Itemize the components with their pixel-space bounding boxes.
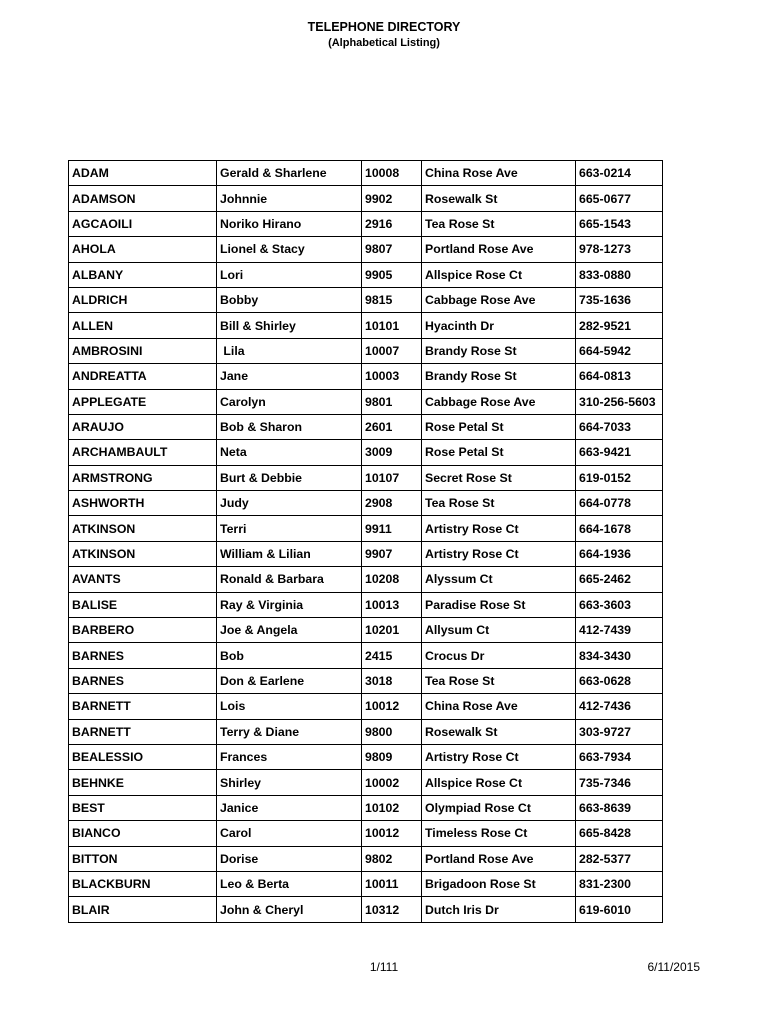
phone-cell: 665-8428 <box>576 821 663 846</box>
house-number-cell: 10101 <box>362 313 422 338</box>
table-row <box>69 795 663 820</box>
phone-cell: 663-8639 <box>576 795 663 820</box>
first-name-cell: Lionel & Stacy <box>217 237 362 262</box>
first-name-cell: Bobby <box>217 287 362 312</box>
table-row <box>69 871 663 896</box>
street-cell: Artistry Rose Ct <box>422 744 576 769</box>
phone-cell: 978-1273 <box>576 237 663 262</box>
first-name-cell: Burt & Debbie <box>217 465 362 490</box>
house-number-cell: 2601 <box>362 414 422 439</box>
phone-cell: 619-6010 <box>576 897 663 922</box>
first-name-cell: Johnnie <box>217 186 362 211</box>
last-name-cell: BARNES <box>69 668 217 693</box>
directory-table <box>68 160 663 923</box>
phone-cell: 664-1678 <box>576 516 663 541</box>
last-name-cell: AVANTS <box>69 567 217 592</box>
first-name-cell: Don & Earlene <box>217 668 362 693</box>
first-name-cell: Terry & Diane <box>217 719 362 744</box>
first-name-cell: Joe & Angela <box>217 618 362 643</box>
street-cell: Allspice Rose Ct <box>422 770 576 795</box>
street-cell: Artistry Rose Ct <box>422 516 576 541</box>
table-row <box>69 744 663 769</box>
last-name-cell: BLAIR <box>69 897 217 922</box>
last-name-cell: BARNES <box>69 643 217 668</box>
phone-cell: 303-9727 <box>576 719 663 744</box>
house-number-cell: 10013 <box>362 592 422 617</box>
first-name-cell: Ronald & Barbara <box>217 567 362 592</box>
table-row <box>69 668 663 693</box>
phone-cell: 664-1936 <box>576 541 663 566</box>
table-row <box>69 541 663 566</box>
last-name-cell: ALLEN <box>69 313 217 338</box>
first-name-cell: Lois <box>217 694 362 719</box>
street-cell: Brandy Rose St <box>422 338 576 363</box>
first-name-cell: Lori <box>217 262 362 287</box>
house-number-cell: 10208 <box>362 567 422 592</box>
phone-cell: 619-0152 <box>576 465 663 490</box>
first-name-cell: Bob & Sharon <box>217 414 362 439</box>
house-number-cell: 3018 <box>362 668 422 693</box>
table-row <box>69 338 663 363</box>
page-title: TELEPHONE DIRECTORY <box>307 20 461 34</box>
house-number-cell: 9902 <box>362 186 422 211</box>
phone-cell: 282-5377 <box>576 846 663 871</box>
last-name-cell: BEST <box>69 795 217 820</box>
last-name-cell: ATKINSON <box>69 541 217 566</box>
table-row <box>69 186 663 211</box>
phone-cell: 664-0813 <box>576 364 663 389</box>
last-name-cell: BIANCO <box>69 821 217 846</box>
table-row <box>69 846 663 871</box>
house-number-cell: 9807 <box>362 237 422 262</box>
street-cell: Brandy Rose St <box>422 364 576 389</box>
first-name-cell: Janice <box>217 795 362 820</box>
house-number-cell: 10107 <box>362 465 422 490</box>
phone-cell: 664-7033 <box>576 414 663 439</box>
house-number-cell: 10312 <box>362 897 422 922</box>
house-number-cell: 9800 <box>362 719 422 744</box>
house-number-cell: 10201 <box>362 618 422 643</box>
street-cell: Tea Rose St <box>422 668 576 693</box>
last-name-cell: BEHNKE <box>69 770 217 795</box>
house-number-cell: 9802 <box>362 846 422 871</box>
first-name-cell: Bob <box>217 643 362 668</box>
last-name-cell: ARCHAMBAULT <box>69 440 217 465</box>
table-row <box>69 592 663 617</box>
house-number-cell: 10002 <box>362 770 422 795</box>
house-number-cell: 3009 <box>362 440 422 465</box>
phone-cell: 412-7436 <box>576 694 663 719</box>
phone-cell: 735-7346 <box>576 770 663 795</box>
street-cell: Brigadoon Rose St <box>422 871 576 896</box>
last-name-cell: BEALESSIO <box>69 744 217 769</box>
street-cell: China Rose Ave <box>422 694 576 719</box>
print-date: 6/11/2015 <box>647 960 700 974</box>
house-number-cell: 9911 <box>362 516 422 541</box>
house-number-cell: 9809 <box>362 744 422 769</box>
table-row <box>69 364 663 389</box>
last-name-cell: AGCAOILI <box>69 211 217 236</box>
page-subtitle: (Alphabetical Listing) <box>328 37 440 49</box>
last-name-cell: APPLEGATE <box>69 389 217 414</box>
table-row <box>69 770 663 795</box>
phone-cell: 834-3430 <box>576 643 663 668</box>
table-row <box>69 262 663 287</box>
last-name-cell: AHOLA <box>69 237 217 262</box>
first-name-cell: John & Cheryl <box>217 897 362 922</box>
last-name-cell: BITTON <box>69 846 217 871</box>
table-row <box>69 211 663 236</box>
house-number-cell: 10012 <box>362 821 422 846</box>
street-cell: Hyacinth Dr <box>422 313 576 338</box>
last-name-cell: BALISE <box>69 592 217 617</box>
street-cell: Cabbage Rose Ave <box>422 389 576 414</box>
last-name-cell: ADAMSON <box>69 186 217 211</box>
first-name-cell: Ray & Virginia <box>217 592 362 617</box>
table-row <box>69 516 663 541</box>
house-number-cell: 9905 <box>362 262 422 287</box>
table-row <box>69 694 663 719</box>
phone-cell: 412-7439 <box>576 618 663 643</box>
last-name-cell: ASHWORTH <box>69 491 217 516</box>
house-number-cell: 10102 <box>362 795 422 820</box>
first-name-cell: Noriko Hirano <box>217 211 362 236</box>
phone-cell: 663-0214 <box>576 161 663 186</box>
house-number-cell: 9907 <box>362 541 422 566</box>
table-row <box>69 567 663 592</box>
street-cell: Timeless Rose Ct <box>422 821 576 846</box>
table-row <box>69 491 663 516</box>
last-name-cell: BARBERO <box>69 618 217 643</box>
street-cell: Allspice Rose Ct <box>422 262 576 287</box>
table-row <box>69 897 663 922</box>
first-name-cell: Gerald & Sharlene <box>217 161 362 186</box>
house-number-cell: 2908 <box>362 491 422 516</box>
last-name-cell: ALBANY <box>69 262 217 287</box>
house-number-cell: 2916 <box>362 211 422 236</box>
first-name-cell: Dorise <box>217 846 362 871</box>
street-cell: Rosewalk St <box>422 719 576 744</box>
table-row <box>69 618 663 643</box>
phone-cell: 663-3603 <box>576 592 663 617</box>
first-name-cell: Jane <box>217 364 362 389</box>
phone-cell: 282-9521 <box>576 313 663 338</box>
last-name-cell: BARNETT <box>69 719 217 744</box>
first-name-cell: Carol <box>217 821 362 846</box>
house-number-cell: 9801 <box>362 389 422 414</box>
phone-cell: 833-0880 <box>576 262 663 287</box>
last-name-cell: ADAM <box>69 161 217 186</box>
phone-cell: 664-5942 <box>576 338 663 363</box>
street-cell: Crocus Dr <box>422 643 576 668</box>
street-cell: Paradise Rose St <box>422 592 576 617</box>
table-row <box>69 414 663 439</box>
house-number-cell: 10008 <box>362 161 422 186</box>
last-name-cell: ATKINSON <box>69 516 217 541</box>
house-number-cell: 9815 <box>362 287 422 312</box>
street-cell: Allysum Ct <box>422 618 576 643</box>
table-row <box>69 287 663 312</box>
first-name-cell: Frances <box>217 744 362 769</box>
street-cell: Cabbage Rose Ave <box>422 287 576 312</box>
phone-cell: 664-0778 <box>576 491 663 516</box>
street-cell: Portland Rose Ave <box>422 237 576 262</box>
first-name-cell: Terri <box>217 516 362 541</box>
house-number-cell: 10012 <box>362 694 422 719</box>
table-row <box>69 440 663 465</box>
directory-body <box>69 161 663 923</box>
last-name-cell: ALDRICH <box>69 287 217 312</box>
street-cell: Artistry Rose Ct <box>422 541 576 566</box>
first-name-cell: Neta <box>217 440 362 465</box>
page-number: 1/111 <box>369 960 399 974</box>
street-cell: Alyssum Ct <box>422 567 576 592</box>
last-name-cell: BARNETT <box>69 694 217 719</box>
phone-cell: 663-9421 <box>576 440 663 465</box>
table-row <box>69 821 663 846</box>
house-number-cell: 10007 <box>362 338 422 363</box>
table-row <box>69 237 663 262</box>
phone-cell: 735-1636 <box>576 287 663 312</box>
street-cell: Dutch Iris Dr <box>422 897 576 922</box>
last-name-cell: ARAUJO <box>69 414 217 439</box>
table-row <box>69 161 663 186</box>
phone-cell: 663-0628 <box>576 668 663 693</box>
phone-cell: 663-7934 <box>576 744 663 769</box>
street-cell: Rose Petal St <box>422 440 576 465</box>
house-number-cell: 10003 <box>362 364 422 389</box>
table-row <box>69 643 663 668</box>
first-name-cell: William & Lilian <box>217 541 362 566</box>
phone-cell: 665-1543 <box>576 211 663 236</box>
first-name-cell: Carolyn <box>217 389 362 414</box>
table-row <box>69 719 663 744</box>
phone-cell: 831-2300 <box>576 871 663 896</box>
street-cell: Portland Rose Ave <box>422 846 576 871</box>
last-name-cell: AMBROSINI <box>69 338 217 363</box>
table-row <box>69 465 663 490</box>
last-name-cell: ARMSTRONG <box>69 465 217 490</box>
street-cell: Rosewalk St <box>422 186 576 211</box>
first-name-cell: Judy <box>217 491 362 516</box>
street-cell: China Rose Ave <box>422 161 576 186</box>
first-name-cell: Bill & Shirley <box>217 313 362 338</box>
last-name-cell: BLACKBURN <box>69 871 217 896</box>
street-cell: Rose Petal St <box>422 414 576 439</box>
table-row <box>69 389 663 414</box>
table-row <box>69 313 663 338</box>
street-cell: Secret Rose St <box>422 465 576 490</box>
house-number-cell: 2415 <box>362 643 422 668</box>
first-name-cell: Shirley <box>217 770 362 795</box>
street-cell: Tea Rose St <box>422 211 576 236</box>
phone-cell: 665-0677 <box>576 186 663 211</box>
phone-cell: 310-256-5603 <box>576 389 663 414</box>
phone-cell: 665-2462 <box>576 567 663 592</box>
house-number-cell: 10011 <box>362 871 422 896</box>
first-name-cell: Leo & Berta <box>217 871 362 896</box>
street-cell: Olympiad Rose Ct <box>422 795 576 820</box>
last-name-cell: ANDREATTA <box>69 364 217 389</box>
first-name-cell: Lila <box>217 338 362 363</box>
street-cell: Tea Rose St <box>422 491 576 516</box>
